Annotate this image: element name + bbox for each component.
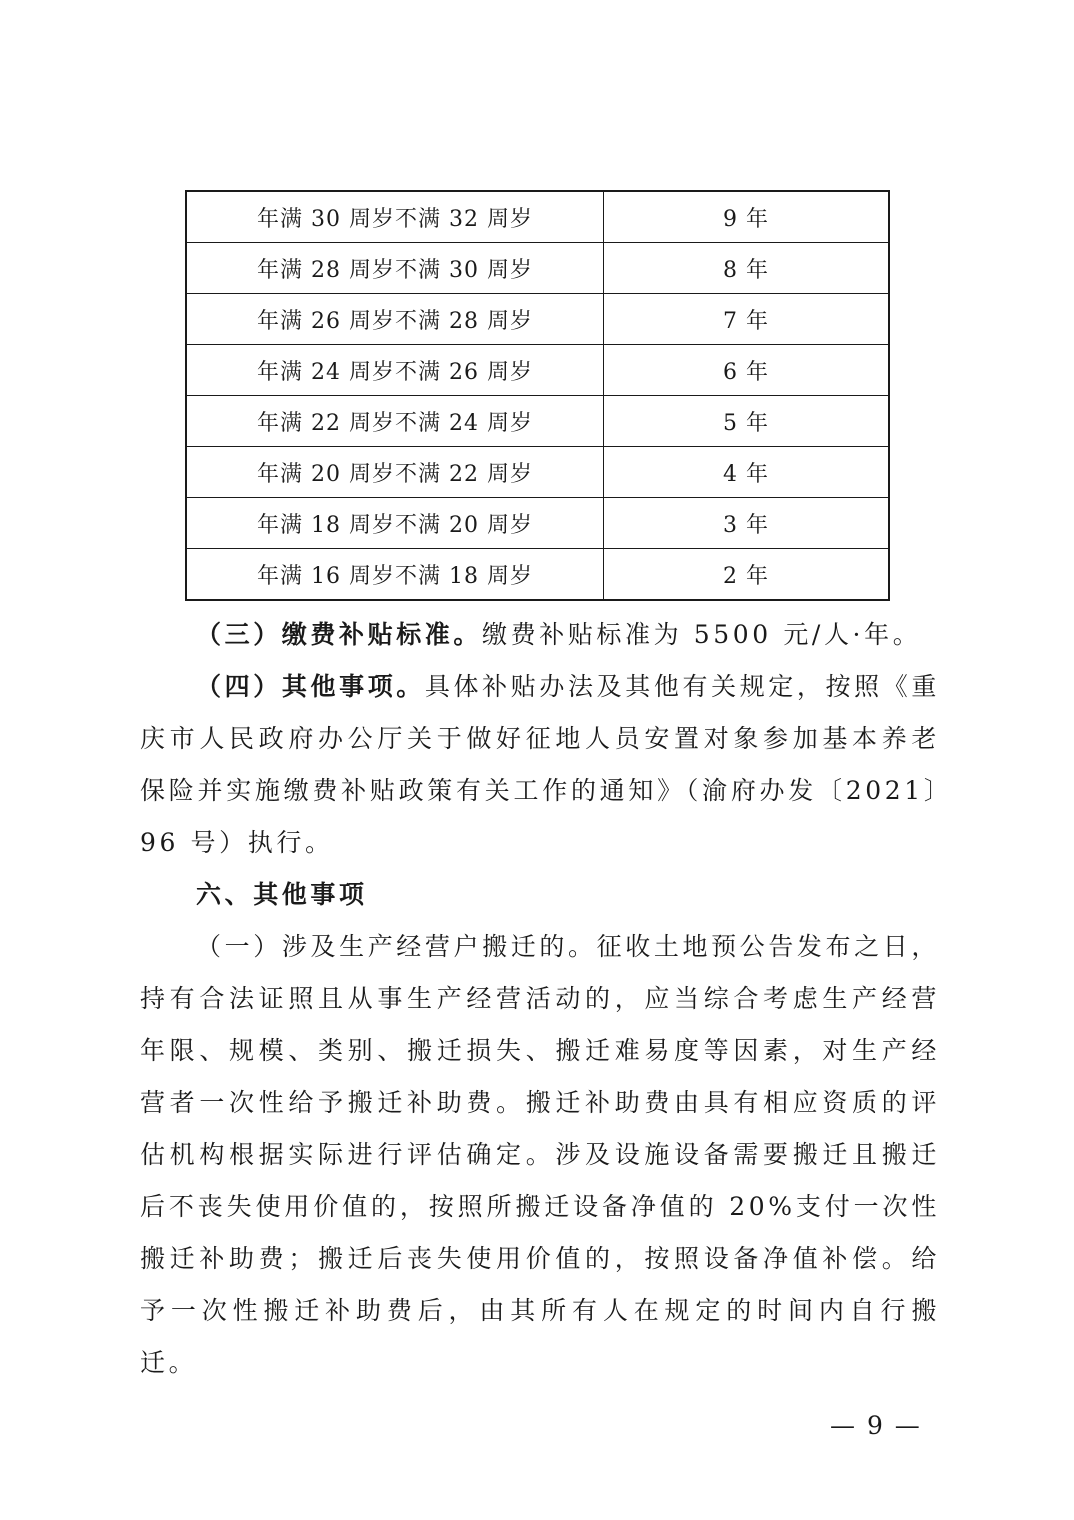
paragraph-text: 具体补贴办法及其他有关规定，按照《重庆市人民政府办公厅关于做好征地人员安置对象参加基本养老保险并实施缴费补贴政策有关工作的通知》（渝府办发〔2021〕96 号）执行。 <box>140 672 940 857</box>
table-row <box>186 191 889 243</box>
page-number: — 9 — <box>830 1411 922 1440</box>
years-cell: 4 年 <box>604 447 890 498</box>
paragraph-other-matters <box>140 661 940 869</box>
table-row <box>186 549 889 601</box>
years-cell: 5 年 <box>604 396 890 447</box>
years-cell: 2 年 <box>604 549 890 601</box>
paragraph-lead: （三）缴费补贴标准。 <box>196 620 483 649</box>
age-range-cell: 年满 18 周岁不满 20 周岁 <box>186 498 604 549</box>
age-range-cell: 年满 16 周岁不满 18 周岁 <box>186 549 604 601</box>
document-body <box>140 609 940 1389</box>
paragraph-contribution-standard <box>140 609 940 661</box>
years-cell: 3 年 <box>604 498 890 549</box>
age-range-cell: 年满 22 周岁不满 24 周岁 <box>186 396 604 447</box>
years-cell: 8 年 <box>604 243 890 294</box>
table-row <box>186 345 889 396</box>
subsidy-years-table <box>185 190 890 601</box>
age-range-cell: 年满 26 周岁不满 28 周岁 <box>186 294 604 345</box>
years-cell: 7 年 <box>604 294 890 345</box>
table-row <box>186 243 889 294</box>
table-row <box>186 447 889 498</box>
years-cell: 6 年 <box>604 345 890 396</box>
age-range-cell: 年满 24 周岁不满 26 周岁 <box>186 345 604 396</box>
paragraph-lead: （四）其他事项。 <box>196 672 425 701</box>
table-row <box>186 396 889 447</box>
years-cell: 9 年 <box>604 191 890 243</box>
age-range-cell: 年满 30 周岁不满 32 周岁 <box>186 191 604 243</box>
table-row <box>186 294 889 345</box>
paragraph-text: 缴费补贴标准为 5500 元/人·年。 <box>482 620 922 649</box>
section-heading: 六、其他事项 <box>196 880 368 909</box>
age-range-cell: 年满 28 周岁不满 30 周岁 <box>186 243 604 294</box>
table-row <box>186 498 889 549</box>
paragraph-relocation: （一）涉及生产经营户搬迁的。征收土地预公告发布之日，持有合法证照且从事生产经营活动的，应当综合考虑生产经营年限、规模、类别、搬迁损失、搬迁难易度等因素，对生产经营者一次性给予搬迁补助费。搬迁补助费由具有相应资质的评估机构根据实际进行评估确定。涉及设施设备需要搬迁且搬迁后不丧失使用价值的，按照所搬迁设备净值的 20%支付一次性搬迁补助费；搬迁后丧失使用价值的，按照设备净值补偿。给予一次性搬迁补助费后，由其所有人在规定的时间内自行搬迁。 <box>140 932 940 1377</box>
age-range-cell: 年满 20 周岁不满 22 周岁 <box>186 447 604 498</box>
